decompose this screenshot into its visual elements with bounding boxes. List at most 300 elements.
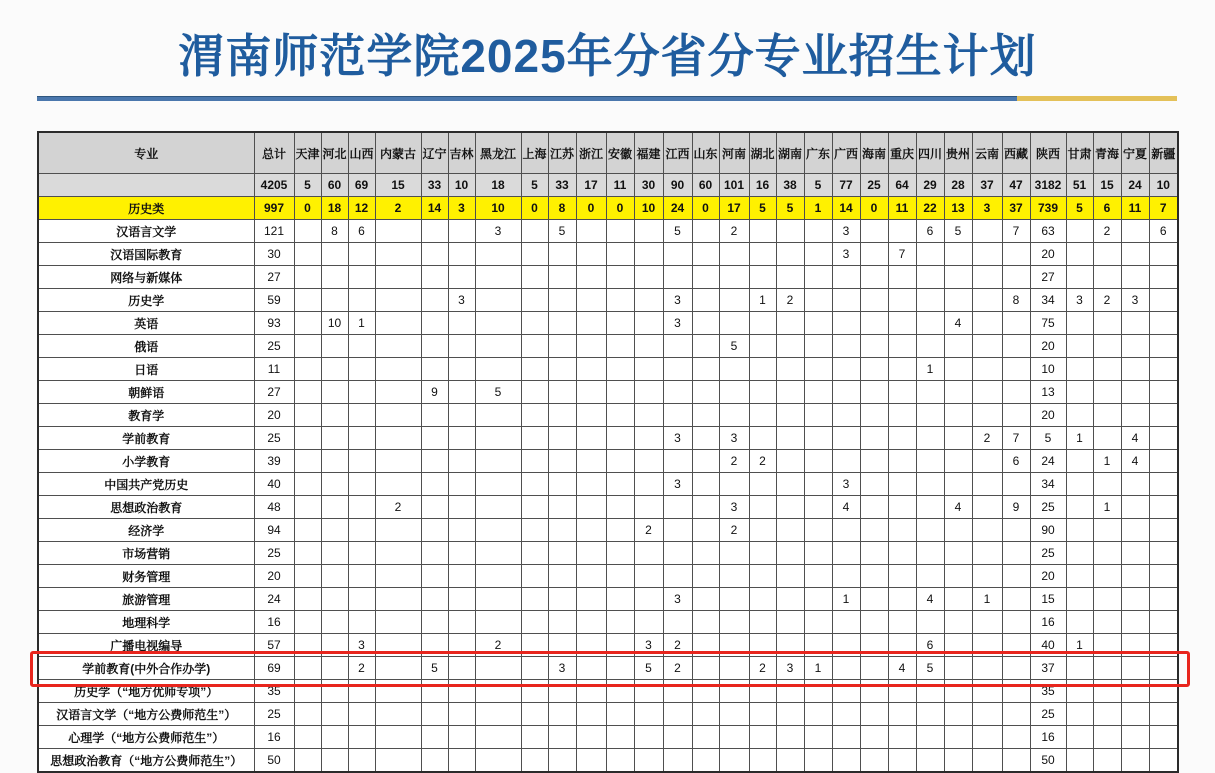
value-cell [634,726,663,749]
value-cell [576,266,606,289]
column-header-province: 江西 [663,132,692,174]
value-cell: 20 [254,565,294,588]
value-cell: 7 [888,243,916,266]
value-cell: 59 [254,289,294,312]
value-cell [832,266,860,289]
value-cell [1002,404,1030,427]
value-cell [475,243,521,266]
value-cell [375,703,421,726]
value-cell: 20 [1030,404,1066,427]
major-cell: 地理科学 [38,611,254,634]
value-cell: 0 [860,197,888,220]
value-cell: 9 [1002,496,1030,519]
value-cell [321,726,348,749]
value-cell [448,611,475,634]
value-cell: 4 [944,312,972,335]
value-cell [294,496,321,519]
value-cell [1093,565,1121,588]
value-cell [321,588,348,611]
value-cell [348,289,375,312]
value-cell [860,266,888,289]
value-cell [692,404,719,427]
value-cell [663,519,692,542]
value-cell: 3 [1066,289,1093,312]
value-cell: 2 [348,657,375,680]
value-cell [548,634,576,657]
value-cell [606,611,634,634]
value-cell [972,220,1002,243]
value-cell [1093,588,1121,611]
value-cell: 4 [832,496,860,519]
value-cell [776,542,804,565]
value-cell [749,243,776,266]
value-cell [888,335,916,358]
value-cell [548,335,576,358]
value-cell [719,726,749,749]
value-cell [375,726,421,749]
value-cell [521,519,548,542]
value-cell [749,220,776,243]
value-cell [321,289,348,312]
value-cell [448,243,475,266]
value-cell [1149,703,1178,726]
value-cell [663,243,692,266]
value-cell [692,657,719,680]
value-cell [576,496,606,519]
value-cell [944,243,972,266]
value-cell [1002,519,1030,542]
value-cell [1066,496,1093,519]
value-cell [521,749,548,773]
value-cell [804,404,832,427]
value-cell: 9 [421,381,448,404]
value-cell [1093,381,1121,404]
value-cell [448,519,475,542]
value-cell [776,381,804,404]
value-cell [804,473,832,496]
value-cell [521,220,548,243]
value-cell [348,266,375,289]
value-cell [448,634,475,657]
value-cell [888,404,916,427]
value-cell [804,726,832,749]
value-cell: 13 [1030,381,1066,404]
value-cell [448,726,475,749]
value-cell: 6 [348,220,375,243]
major-cell: 汉语言文学 [38,220,254,243]
value-cell: 1 [1093,450,1121,473]
value-cell [692,496,719,519]
value-cell [448,749,475,773]
table-row [38,358,1178,381]
value-cell: 15 [1030,588,1066,611]
value-cell [776,335,804,358]
value-cell [860,565,888,588]
value-cell [1121,726,1149,749]
value-cell [348,749,375,773]
major-cell: 中国共产党历史 [38,473,254,496]
value-cell [606,266,634,289]
value-cell [576,220,606,243]
value-cell [1149,312,1178,335]
value-cell [606,657,634,680]
value-cell: 25 [254,703,294,726]
value-cell [348,358,375,381]
value-cell [749,404,776,427]
value-cell [972,680,1002,703]
value-cell [944,565,972,588]
value-cell: 1 [1093,496,1121,519]
value-cell [576,657,606,680]
value-cell [321,266,348,289]
value-cell [972,726,1002,749]
value-cell [321,749,348,773]
value-cell [944,634,972,657]
value-cell: 4 [1121,450,1149,473]
value-cell [860,404,888,427]
table-row [38,427,1178,450]
value-cell [916,450,944,473]
value-cell [944,473,972,496]
value-cell: 40 [1030,634,1066,657]
value-cell: 40 [254,473,294,496]
value-cell [321,657,348,680]
value-cell [916,289,944,312]
value-cell: 25 [254,335,294,358]
value-cell [804,611,832,634]
value-cell [776,519,804,542]
major-cell: 朝鲜语 [38,381,254,404]
page-title: 渭南师范学院2025年分省分专业招生计划 [178,30,1037,82]
value-cell [576,381,606,404]
value-cell [776,404,804,427]
value-cell: 1 [804,197,832,220]
major-cell: 学前教育 [38,427,254,450]
table-header-row [38,132,1178,174]
value-cell [348,542,375,565]
value-cell [576,519,606,542]
value-cell [375,565,421,588]
value-cell: 50 [1030,749,1066,773]
value-cell: 4 [888,657,916,680]
value-cell [860,358,888,381]
value-cell [634,680,663,703]
value-cell [1093,726,1121,749]
value-cell [375,266,421,289]
value-cell [294,243,321,266]
value-cell [521,243,548,266]
value-cell [1149,473,1178,496]
major-cell: 汉语言文学（“地方公费师范生”） [38,703,254,726]
value-cell [548,358,576,381]
value-cell [375,312,421,335]
value-cell [1066,404,1093,427]
value-cell: 2 [375,496,421,519]
value-cell [1149,358,1178,381]
value-cell [888,565,916,588]
value-cell [1066,312,1093,335]
value-cell: 3 [663,473,692,496]
value-cell: 57 [254,634,294,657]
value-cell [634,289,663,312]
value-cell [1066,450,1093,473]
value-cell [972,289,1002,312]
value-cell [804,634,832,657]
table-row [38,519,1178,542]
value-cell [972,519,1002,542]
value-cell: 38 [776,174,804,197]
value-cell [776,266,804,289]
value-cell: 2 [634,519,663,542]
value-cell: 5 [719,335,749,358]
major-cell: 汉语国际教育 [38,243,254,266]
major-cell: 财务管理 [38,565,254,588]
value-cell [1149,657,1178,680]
value-cell [475,335,521,358]
value-cell [634,266,663,289]
value-cell [421,427,448,450]
value-cell [1093,634,1121,657]
value-cell [804,220,832,243]
table-row [38,657,1178,680]
value-cell [776,473,804,496]
value-cell [1093,312,1121,335]
value-cell [348,450,375,473]
value-cell: 5 [521,174,548,197]
value-cell [944,542,972,565]
value-cell [749,542,776,565]
value-cell [321,611,348,634]
value-cell [475,450,521,473]
value-cell: 30 [634,174,663,197]
value-cell [804,381,832,404]
major-cell: 思想政治教育 [38,496,254,519]
value-cell [521,542,548,565]
value-cell: 3 [348,634,375,657]
value-cell [804,450,832,473]
value-cell [1149,749,1178,773]
value-cell [1121,542,1149,565]
value-cell: 10 [475,197,521,220]
value-cell [521,473,548,496]
value-cell: 3 [832,473,860,496]
value-cell [804,496,832,519]
value-cell [972,266,1002,289]
value-cell: 16 [1030,726,1066,749]
value-cell: 37 [972,174,1002,197]
value-cell: 64 [888,174,916,197]
value-cell: 2 [749,450,776,473]
value-cell: 60 [692,174,719,197]
value-cell [804,680,832,703]
value-cell [1121,473,1149,496]
value-cell [1066,243,1093,266]
column-header-province: 辽宁 [421,132,448,174]
value-cell: 2 [776,289,804,312]
value-cell [1093,749,1121,773]
value-cell: 2 [1093,289,1121,312]
value-cell [692,542,719,565]
value-cell [692,703,719,726]
value-cell [719,703,749,726]
value-cell [1066,266,1093,289]
value-cell [804,427,832,450]
value-cell [321,381,348,404]
value-cell [294,450,321,473]
value-cell [1066,542,1093,565]
value-cell [972,611,1002,634]
value-cell: 47 [1002,174,1030,197]
value-cell [548,611,576,634]
value-cell [1149,542,1178,565]
value-cell [888,496,916,519]
value-cell: 10 [634,197,663,220]
value-cell: 3 [832,220,860,243]
value-cell [606,312,634,335]
value-cell: 33 [421,174,448,197]
value-cell [860,588,888,611]
value-cell [475,266,521,289]
value-cell: 24 [1030,450,1066,473]
value-cell [521,381,548,404]
table-row [38,312,1178,335]
value-cell [294,703,321,726]
value-cell [1002,680,1030,703]
value-cell [321,496,348,519]
value-cell [719,680,749,703]
value-cell [375,243,421,266]
value-cell [719,611,749,634]
value-cell [692,243,719,266]
value-cell [719,404,749,427]
value-cell [475,496,521,519]
value-cell [804,243,832,266]
value-cell: 4205 [254,174,294,197]
table-row [38,473,1178,496]
value-cell [1066,335,1093,358]
value-cell: 2 [475,634,521,657]
value-cell [448,450,475,473]
column-header-province: 湖北 [749,132,776,174]
value-cell [1149,565,1178,588]
value-cell [692,312,719,335]
value-cell [944,680,972,703]
value-cell [634,496,663,519]
value-cell [663,381,692,404]
column-header-province: 重庆 [888,132,916,174]
value-cell [321,358,348,381]
value-cell: 11 [254,358,294,381]
value-cell [348,404,375,427]
value-cell [916,703,944,726]
value-cell [1066,726,1093,749]
value-cell [749,335,776,358]
value-cell [1093,519,1121,542]
value-cell: 77 [832,174,860,197]
value-cell [663,496,692,519]
value-cell: 34 [1030,289,1066,312]
value-cell [634,703,663,726]
value-cell [1002,381,1030,404]
value-cell: 3 [719,427,749,450]
value-cell [548,427,576,450]
value-cell [634,220,663,243]
value-cell [663,565,692,588]
value-cell [832,634,860,657]
value-cell [421,726,448,749]
major-cell: 网络与新媒体 [38,266,254,289]
value-cell [692,427,719,450]
value-cell [1066,473,1093,496]
value-cell [348,381,375,404]
value-cell: 20 [1030,243,1066,266]
value-cell [804,749,832,773]
value-cell [521,335,548,358]
value-cell [888,519,916,542]
value-cell [1093,680,1121,703]
value-cell [421,634,448,657]
value-cell [1149,450,1178,473]
value-cell [1093,703,1121,726]
value-cell [944,588,972,611]
major-cell: 广播电视编导 [38,634,254,657]
value-cell: 3 [663,289,692,312]
value-cell [1002,588,1030,611]
value-cell [521,703,548,726]
table-row [38,588,1178,611]
value-cell [972,404,1002,427]
column-header-province: 江苏 [548,132,576,174]
value-cell: 25 [1030,703,1066,726]
value-cell [634,312,663,335]
value-cell: 2 [375,197,421,220]
value-cell [448,381,475,404]
value-cell: 6 [1149,220,1178,243]
value-cell [576,289,606,312]
table-row [38,611,1178,634]
column-header-province: 海南 [860,132,888,174]
value-cell [421,703,448,726]
value-cell [421,519,448,542]
value-cell [832,519,860,542]
column-header-province: 青海 [1093,132,1121,174]
value-cell [860,450,888,473]
value-cell [521,312,548,335]
value-cell [294,680,321,703]
value-cell: 5 [1066,197,1093,220]
column-header-province: 云南 [972,132,1002,174]
value-cell: 16 [749,174,776,197]
value-cell [749,427,776,450]
value-cell [1066,220,1093,243]
value-cell [916,496,944,519]
value-cell: 4 [1121,427,1149,450]
value-cell: 37 [1002,197,1030,220]
table-row [38,726,1178,749]
value-cell [421,496,448,519]
value-cell [749,496,776,519]
value-cell [634,243,663,266]
value-cell: 2 [663,634,692,657]
value-cell [321,335,348,358]
value-cell: 10 [1030,358,1066,381]
value-cell [972,749,1002,773]
value-cell [944,266,972,289]
value-cell [1002,565,1030,588]
value-cell [348,473,375,496]
value-cell [634,450,663,473]
value-cell: 22 [916,197,944,220]
